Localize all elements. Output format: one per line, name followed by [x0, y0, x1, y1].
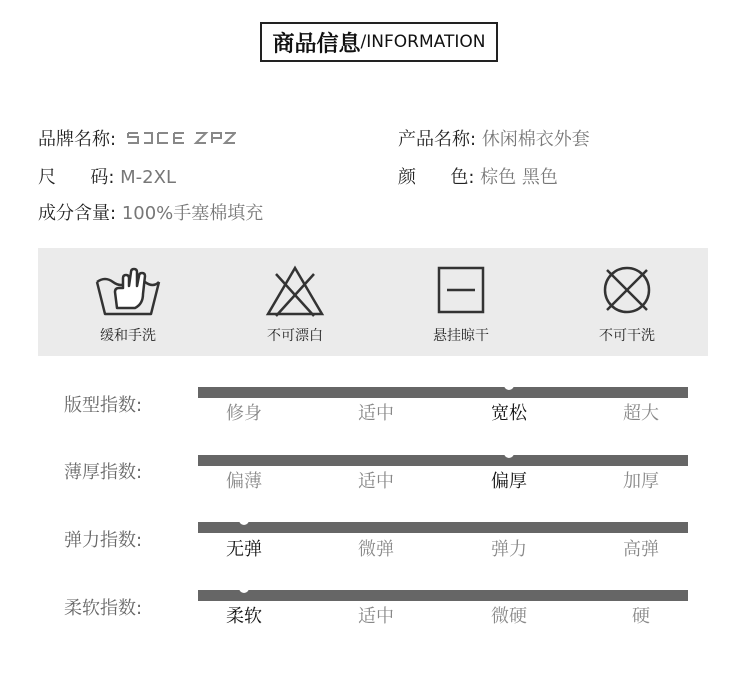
brand-label: 品牌名称:: [38, 129, 117, 150]
index-option: 宽松: [491, 403, 527, 424]
product-value: 休闲棉衣外套: [481, 129, 590, 150]
index-option: 修身: [226, 403, 262, 424]
care-label: 缓和手洗: [100, 328, 156, 344]
index-label: 柔软指数:: [64, 598, 143, 619]
color-label: 颜 色:: [398, 167, 475, 188]
product-label: 产品名称:: [398, 129, 477, 150]
index-option: 超大: [623, 403, 659, 424]
care-panel: [38, 248, 708, 356]
title-en: /INFORMATION: [360, 32, 486, 52]
no-bleach-icon: [262, 264, 328, 320]
material-value: 100%手塞棉填充: [121, 203, 264, 224]
index-label: 版型指数:: [64, 395, 143, 416]
index-bar: [198, 455, 688, 466]
product-row: [398, 125, 590, 151]
size-label: 尺 码:: [38, 167, 115, 188]
index-bar: [198, 522, 688, 533]
index-marker: [239, 583, 249, 593]
index-option: 柔软: [226, 606, 262, 627]
index-bar: [198, 590, 688, 601]
index-option: 微弹: [358, 539, 394, 560]
material-label: 成分含量:: [38, 203, 117, 224]
index-option: 偏薄: [226, 471, 262, 492]
index-marker: [239, 515, 249, 525]
brand-logo-mark: [126, 129, 236, 147]
index-option: 弹力: [491, 539, 527, 560]
care-label: 不可干洗: [599, 328, 655, 344]
index-option: 无弹: [226, 539, 262, 560]
brand-row: [38, 125, 236, 152]
index-marker: [504, 448, 514, 458]
index-label: 弹力指数:: [64, 530, 143, 551]
section-title: [260, 22, 498, 62]
brand-logo: [126, 129, 236, 152]
hang-dry-icon: [428, 264, 494, 320]
index-bar: [198, 387, 688, 398]
index-label: 薄厚指数:: [64, 462, 143, 483]
material-row: [38, 199, 263, 225]
size-value: M-2XL: [120, 167, 176, 188]
index-option: 偏厚: [491, 471, 527, 492]
index-option: 微硬: [491, 606, 527, 627]
size-row: [38, 163, 176, 189]
index-option: 硬: [632, 606, 650, 627]
color-row: [398, 163, 558, 189]
color-value: 棕色 黑色: [480, 167, 558, 188]
title-cn: 商品信息: [272, 31, 361, 57]
index-option: 加厚: [623, 471, 659, 492]
care-label: 不可漂白: [267, 328, 323, 344]
index-option: 高弹: [623, 539, 659, 560]
no-dry-clean-icon: [594, 264, 660, 320]
care-label: 悬挂晾干: [433, 328, 489, 344]
index-marker: [504, 380, 514, 390]
index-option: 适中: [358, 403, 394, 424]
index-option: 适中: [358, 471, 394, 492]
gentle-wash-icon: [95, 264, 161, 320]
index-option: 适中: [358, 606, 394, 627]
